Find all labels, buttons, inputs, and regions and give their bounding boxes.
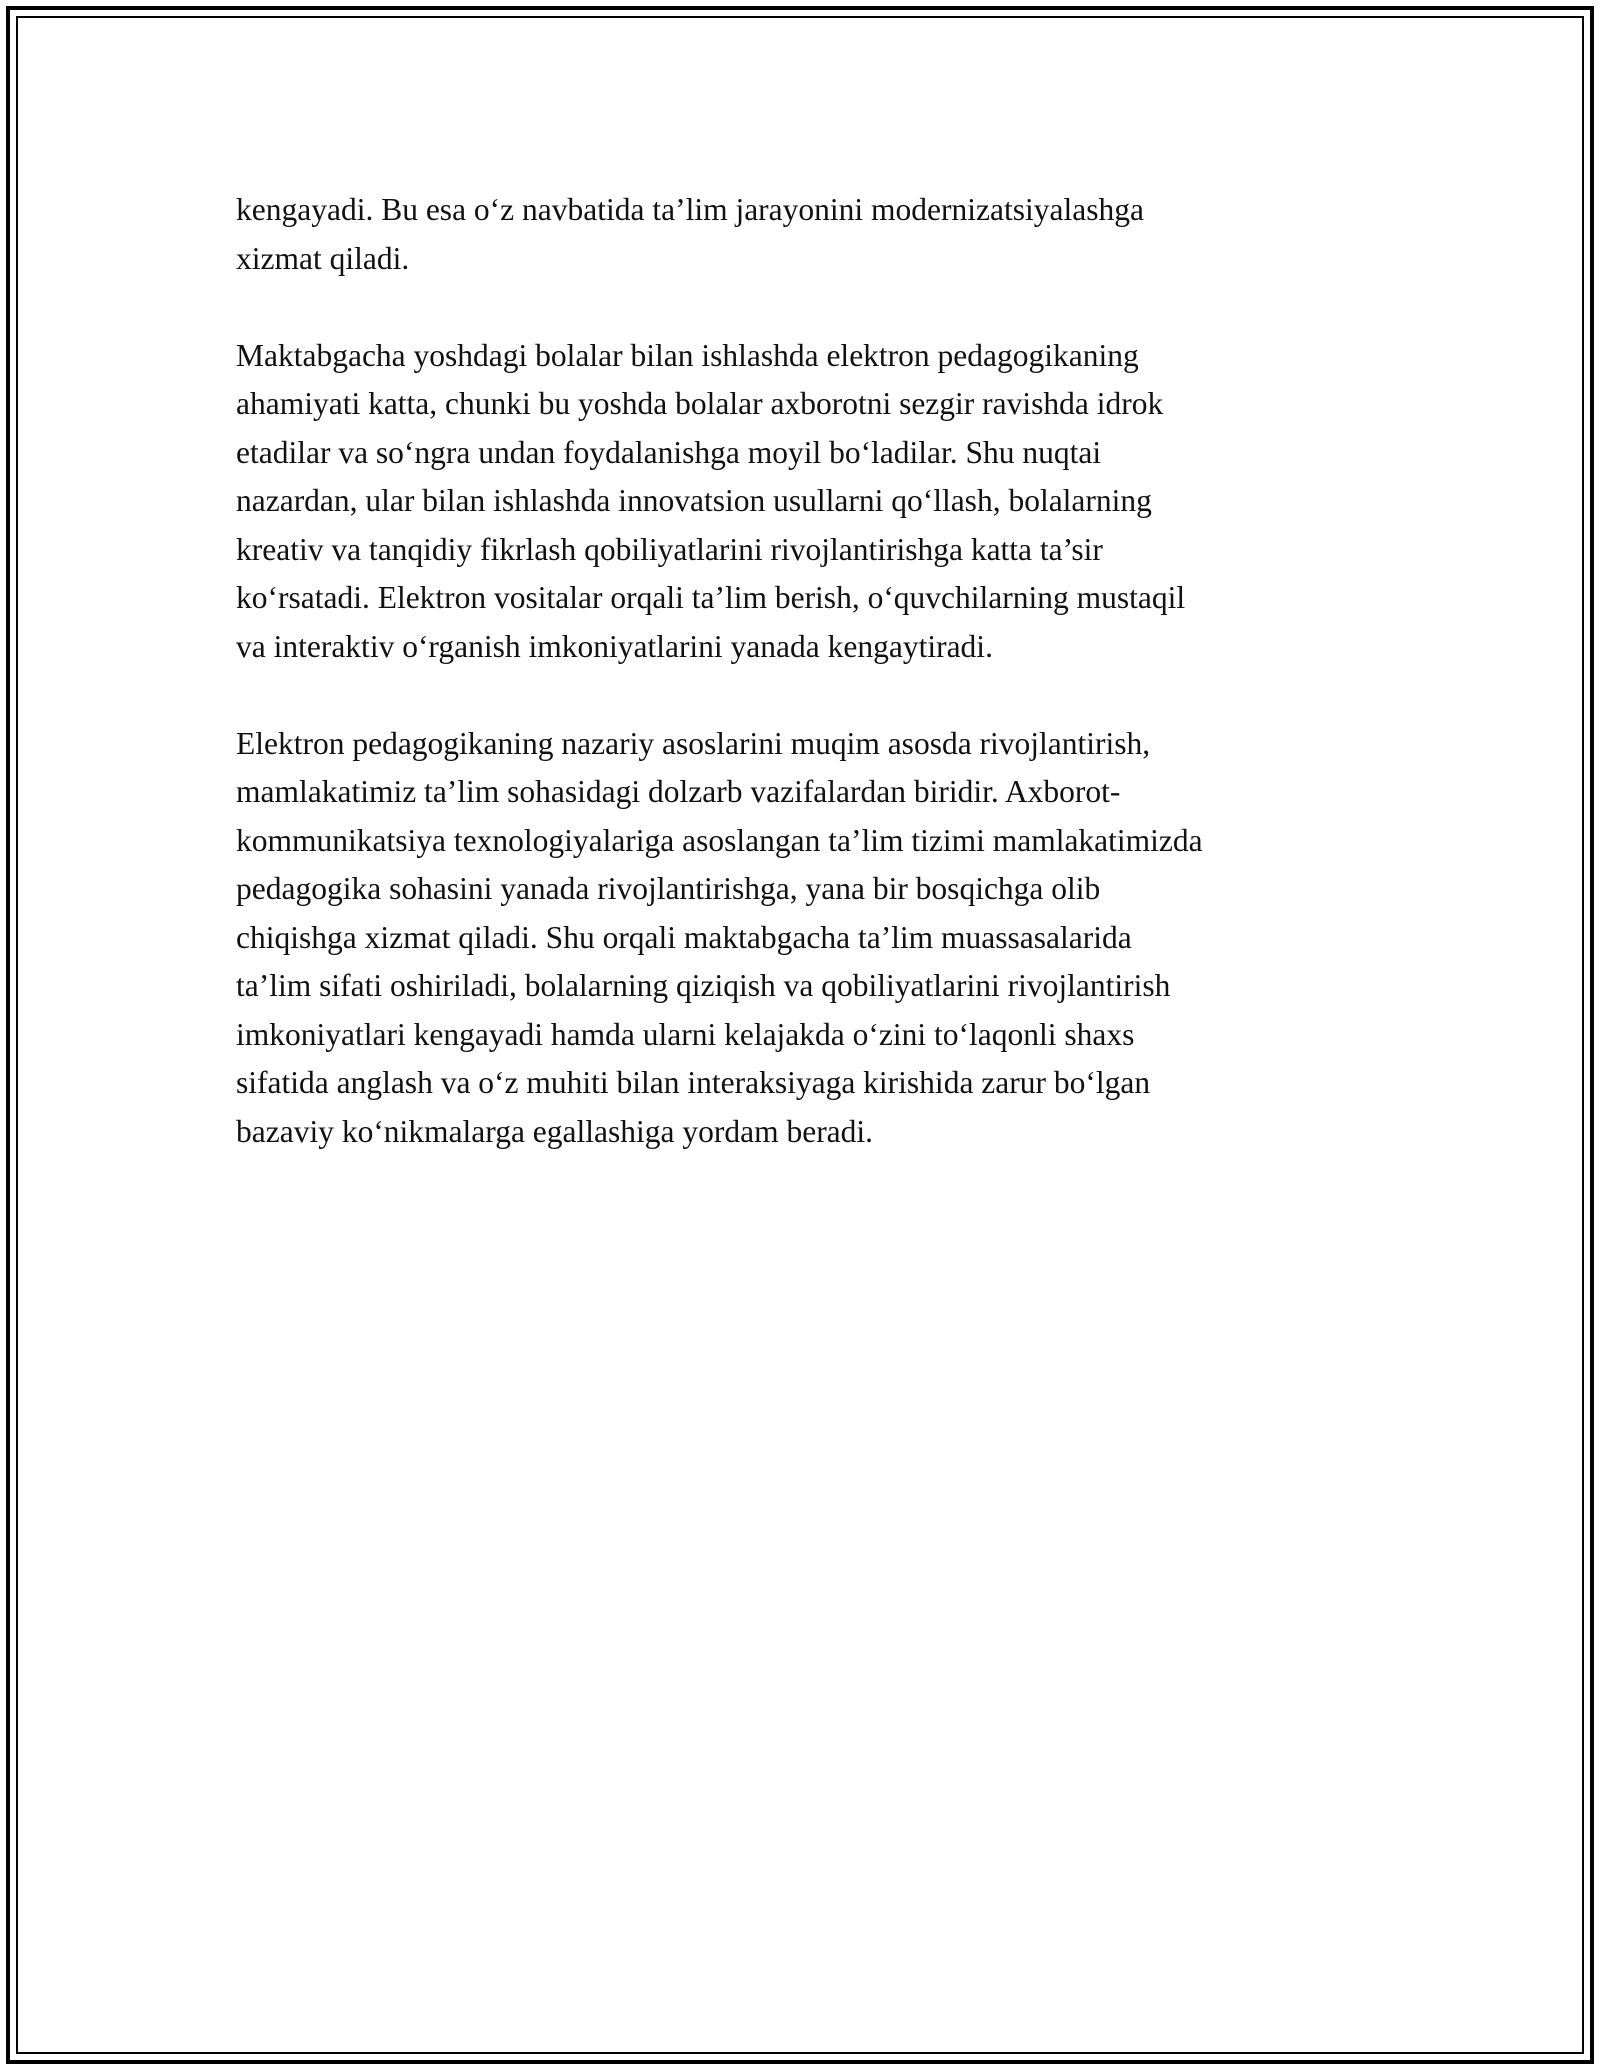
document-body <box>236 186 1386 1205</box>
paragraph-1: kengayadi. Bu esa o‘z navbatida ta’lim jarayonini modernizatsiyalashga xizmat qiladi. <box>236 192 1144 276</box>
paragraph-2: Maktabgacha yoshdagi bolalar bilan ishlashda elektron pedagogikaning ahamiyati katta, chunki bu yoshda bolalar axborotni sezgir ravishda idrok etadilar va so‘ngra undan foydalanishga moyil bo‘ladilar. Shu nuqtai nazardan, ular bilan ishlashda innovatsion usullarni qo‘llash, bolalarning kreativ va tanqidiy fikrlash qobiliyatlarini rivojlantirishga katta ta’sir ko‘rsatadi. Elektron vositalar orqali ta’lim berish, o‘quvchilarning mustaqil va interaktiv o‘rganish imkoniyatlarini yanada kengaytiradi. <box>236 337 1186 664</box>
paragraph-3: Elektron pedagogikaning nazariy asoslarini muqim asosda rivojlantirish, mamlakatimiz ta’lim sohasidagi dolzarb vazifalardan biridir. Axborot- kommunikatsiya texnologiyalariga asoslangan ta’lim tizimi mamlakatimizda pedagogika sohasini yanada rivojlantirishga, yana bir bosqichga olib chiqishga xizmat qiladi. Shu orqali maktabgacha ta’lim muassasalarida ta’lim sifati oshiriladi, bolalarning qiziqish va qobiliyatlarini rivojlantirish imkoniyatlari kengayadi hamda ularni kelajakda o‘zini to‘laqonli shaxs sifatida anglash va o‘z muhiti bilan interaksiyaga kirishida zarur bo‘lgan bazaviy ko‘nikmalarga egallashiga yordam beradi. <box>236 725 1203 1149</box>
